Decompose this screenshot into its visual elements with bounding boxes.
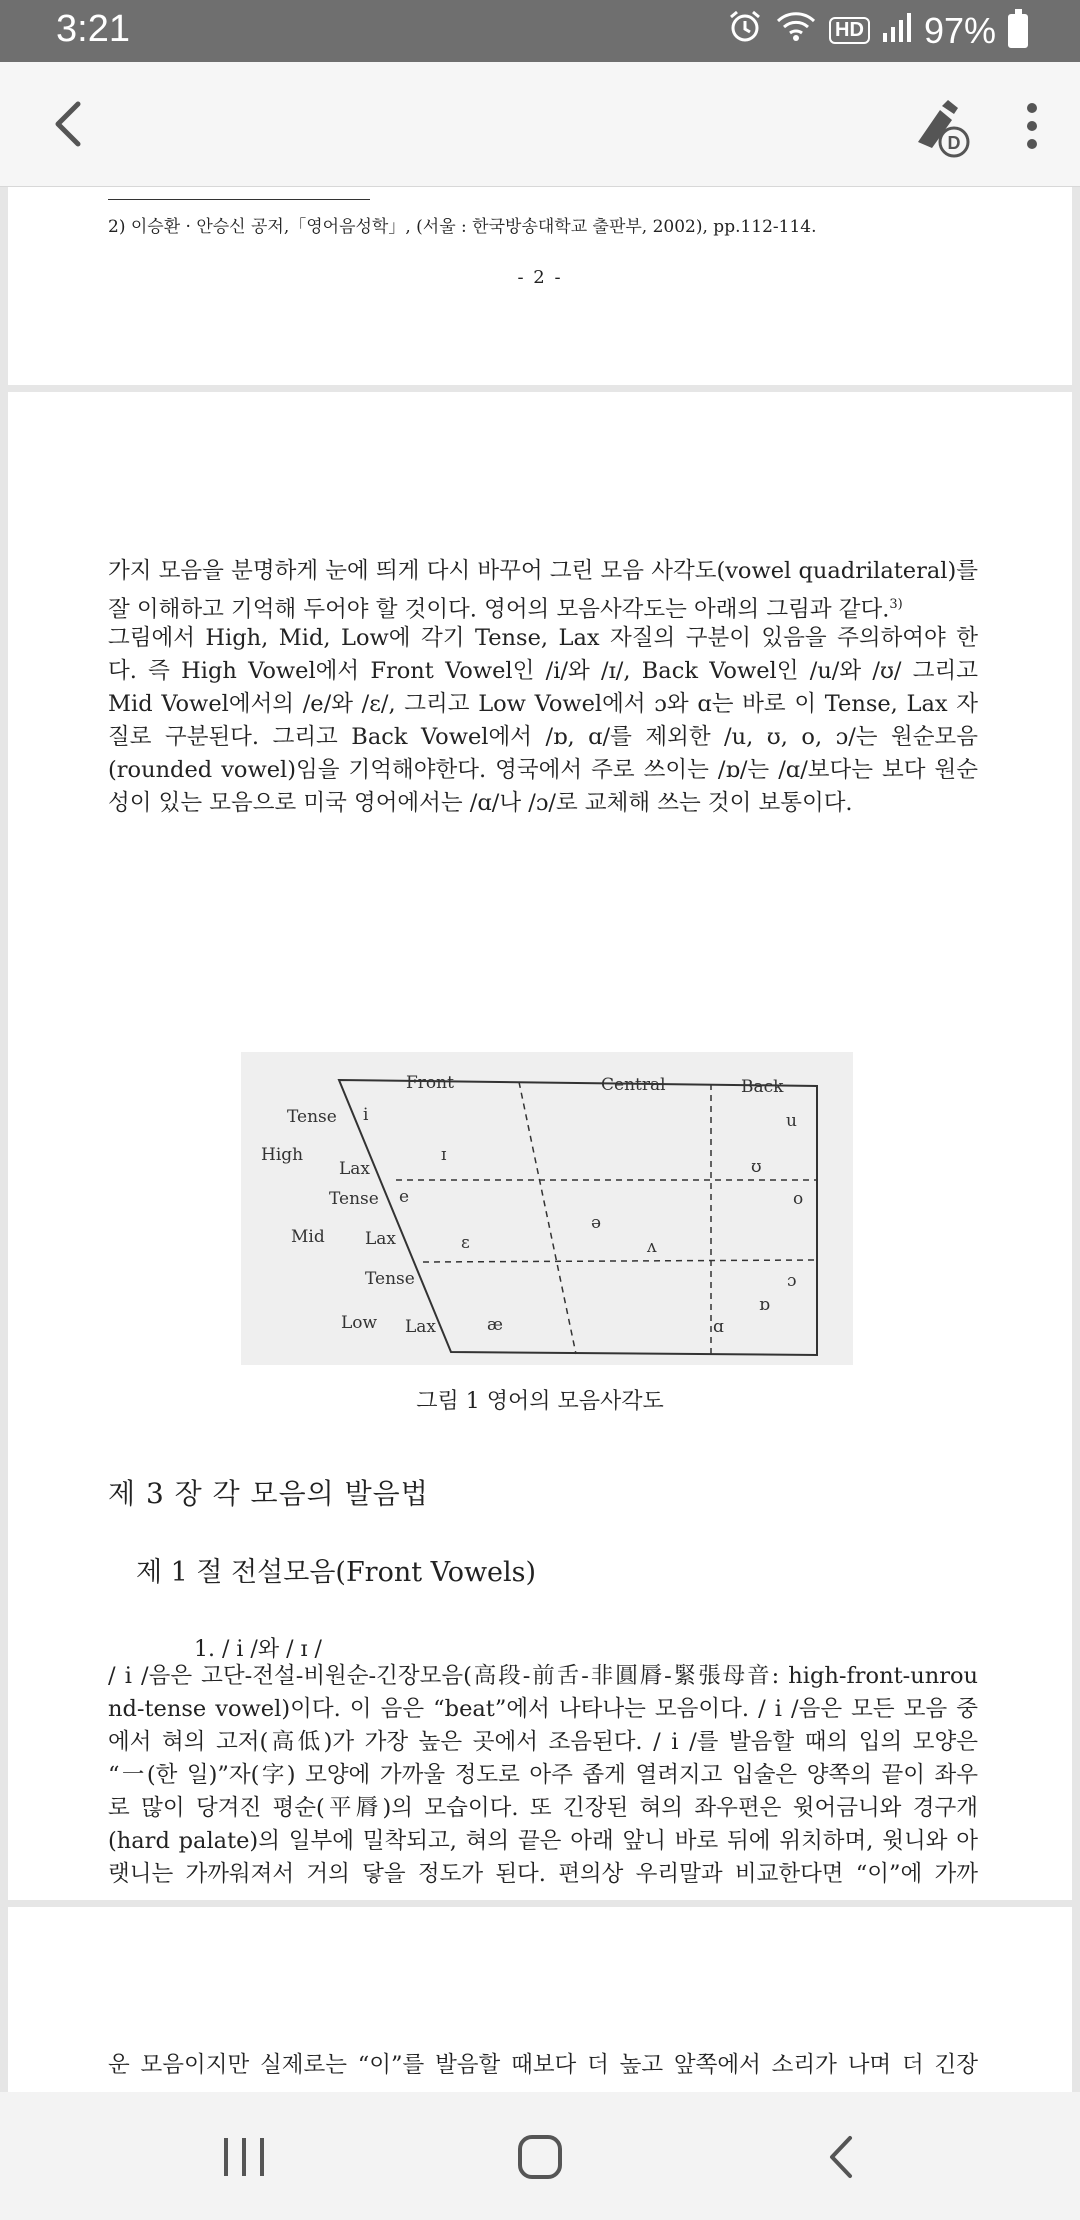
feature-label-lax: Lax	[339, 1159, 371, 1179]
app-toolbar	[0, 62, 1080, 187]
vowel-symbol: ɛ	[461, 1233, 470, 1253]
signal-icon	[882, 10, 912, 52]
height-label-mid: Mid	[291, 1227, 325, 1247]
chevron-left-icon	[40, 92, 104, 156]
status-icons	[727, 8, 1028, 53]
alarm-icon	[727, 8, 763, 53]
vowel-symbol: o	[793, 1189, 804, 1209]
back-arrow-icon	[808, 2122, 878, 2192]
feature-label-tense: Tense	[329, 1189, 379, 1209]
vowel-symbol: ʊ	[751, 1157, 762, 1177]
page-number: - 2 -	[517, 267, 563, 288]
vowel-symbol: ə	[591, 1213, 602, 1233]
vowel-symbol: e	[399, 1187, 410, 1207]
paragraph-3: / i /음은 고단-전설-비원순-긴장모음(高段-前舌-非圓脣-緊張母音: high-front-unrou nd-tense vowel)이다. 이 음은 “beat”에서 나타나는 모음이다. / i /음은 모든 모음 중 에서 혀의 고저(高低)가 가장 높은 곳에서 조음된다. / i /를 발음할 때의 입의 모양은 “一(한 일)”자(字) 모양에 가까울 정도로 아주 좁게 열려지고 입술은 양쪽의 끝이 좌우 로 많이 당겨진 평순(平脣)의 모습이다. 또 긴장된 혀의 좌우편은 윗어금니와 경구개 (hard palate)의 일부에 밀착되고, 혀의 끝은 아래 앞니 바로 뒤에 위치하며, 윗니와 아 랫니는 가까워져서 거의 닿을 정도가 된다. 편의상 우리말과 비교한다면 “이”에 가까	[108, 1663, 978, 1887]
height-label-low: Low	[341, 1313, 378, 1333]
vowel-symbol: ɑ	[713, 1317, 724, 1337]
section-title: 제 1 절 전설모음(Front Vowels)	[136, 1557, 537, 1588]
navigation-bar	[0, 2092, 1080, 2220]
home-button[interactable]	[505, 2122, 575, 2192]
feature-label-tense: Tense	[287, 1107, 337, 1127]
feature-label-lax: Lax	[365, 1229, 397, 1249]
column-label-front: Front	[406, 1073, 454, 1093]
vowel-symbol: i	[363, 1105, 369, 1125]
vowel-symbol: æ	[487, 1315, 503, 1335]
footnote-marker: 3)	[889, 597, 903, 612]
status-bar	[0, 0, 1080, 62]
recent-apps-icon	[210, 2122, 280, 2192]
paragraph-1: 가지 모음을 분명하게 눈에 띄게 다시 바꾸어 그린 모음 사각도(vowel quadrilateral)를 잘 이해하고 기억해 두어야 할 것이다. 영어의 모음사각도는 아래의 그림과 같다.$^{3)}$	[108, 558, 978, 623]
column-label-central: Central	[601, 1075, 666, 1095]
figure-caption: 그림 1 영어의 모음사각도	[416, 1389, 664, 1414]
clock: 3:21	[56, 8, 130, 50]
wifi-icon	[775, 9, 817, 52]
vowel-symbol: ɔ	[787, 1271, 797, 1291]
vowel-symbol: u	[786, 1111, 797, 1131]
footnote: 2) 이승환 · 안승신 공저,「영어음성학」, (서울 : 한국방송대학교 출판부, 2002), pp.112-114.	[108, 217, 817, 237]
chapter-title: 제 3 장 각 모음의 발음법	[108, 1477, 429, 1510]
more-vert-icon	[1010, 96, 1054, 156]
back-button[interactable]	[40, 92, 104, 156]
vowel-symbol: ɒ	[759, 1295, 770, 1315]
battery-percent: 97%	[923, 9, 996, 51]
paragraph-4: 운 모음이지만 실제로는 “이”를 발음할 때보다 더 높고 앞쪽에서 소리가 나며 더 긴장	[108, 2052, 978, 2078]
paragraph-2: 그림에서 High, Mid, Low에 각기 Tense, Lax 자질의 구분이 있음을 주의하여야 한 다. 즉 High Vowel에서 Front Vowel인 /i/와 /ɪ/, Back Vowel인 /u/와 /ʊ/ 그리고 Mid Vowel에서의 /e/와 /ɛ/, 그리고 Low Vowel에서 ɔ와 ɑ는 바로 이 Tense, Lax 자 질로 구분된다. 그리고 Back Vowel에서 /ɒ, ɑ/를 제외한 /u, ʊ, o, ɔ/는 원순모음 (rounded vowel)임을 기억해야한다. 영국에서 주로 쓰이는 /ɒ/는 /ɑ/보다는 보다 원순 성이 있는 모음으로 미국 영어에서는 /ɑ/나 /ɔ/로 교체해 쓰는 것이 보통이다.	[108, 625, 978, 816]
height-label-high: High	[261, 1145, 304, 1165]
page-3	[8, 392, 1072, 1900]
feature-label-tense: Tense	[365, 1269, 415, 1289]
home-icon	[505, 2122, 575, 2192]
back-nav-button[interactable]	[808, 2122, 878, 2192]
column-label-back: Back	[741, 1077, 784, 1097]
page-2	[8, 187, 1072, 385]
document-viewer[interactable]	[0, 187, 1080, 2092]
svg-text:D: D	[947, 133, 961, 153]
vowel-symbol: ɪ	[441, 1145, 447, 1165]
recent-apps-button[interactable]	[210, 2122, 280, 2192]
feature-label-lax: Lax	[405, 1317, 437, 1337]
draw-button[interactable]	[906, 92, 976, 162]
vowel-quadrilateral-figure	[241, 1052, 853, 1365]
hd-badge: HD	[829, 17, 870, 44]
vowel-symbol: ʌ	[647, 1237, 657, 1257]
battery-icon	[1008, 14, 1028, 48]
footnote-divider	[108, 199, 370, 200]
more-options-button[interactable]	[1010, 96, 1054, 156]
pen-d-icon	[906, 92, 976, 162]
subsection-title: 1. / i /와 / ɪ /	[194, 1637, 322, 1662]
page-4	[8, 1907, 1072, 2092]
